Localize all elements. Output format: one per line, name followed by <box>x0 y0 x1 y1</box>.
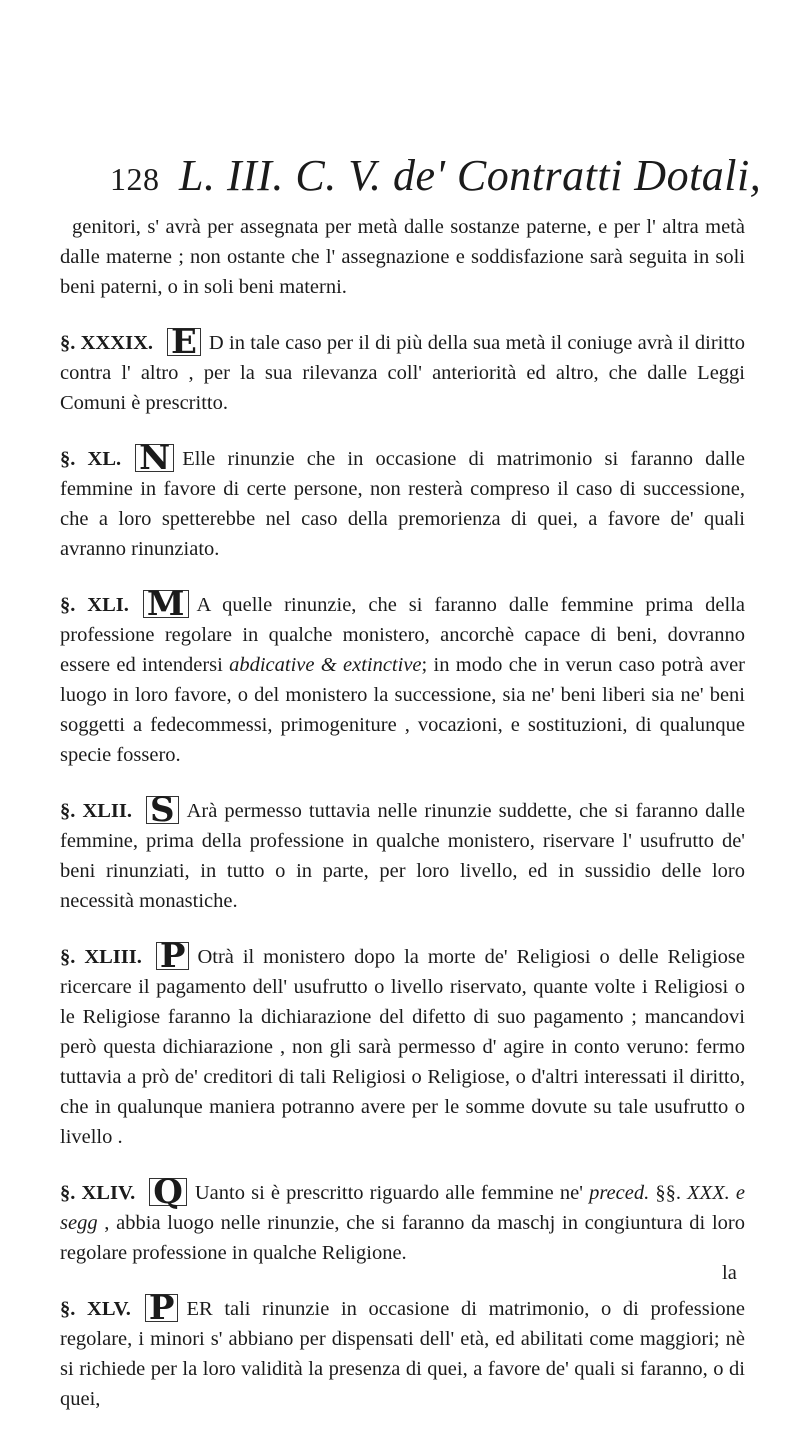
paragraph-italic-text: abdicative & extinctive <box>229 654 422 676</box>
paragraph-text: Uanto si è prescritto riguardo alle femmine ne' <box>194 1182 590 1204</box>
paragraph-text: genitori, s' avrà per assegnata per metà dalle sostanze paterne, e per l' altra metà dalle materne ; non ostante che l' assegnazione e soddisfazione sarà seguita in soli beni paterni, o in soli beni materni. <box>60 216 745 298</box>
section-41 <box>60 584 745 770</box>
running-title: L. III. C. V. de' Contratti Dotali, <box>179 151 762 200</box>
paragraph-text: , abbia luogo nelle rinunzie, che si faranno da maschj in congiuntura di loro regolare professione in qualche Religione. <box>60 1212 745 1264</box>
paragraph-text: Elle rinunzie che in occasione di matrimonio si faranno dalle femmine in favore di certe persone, non resterà compreso il caso di successione, che a loro spetterebbe nel caso della premorienza di quei, a favore de' quali avranno rinunziato. <box>60 448 745 560</box>
paragraph-text: ; in modo che in verun caso potrà aver luogo in loro favore, o del monistero la successione, sia ne' beni liberi sia ne' beni soggetti a fedecommessi, primogeniture , vocazioni, e sostituzioni, di qualunque specie fossero. <box>60 654 745 766</box>
section-number: §. XL. <box>60 448 122 470</box>
section-number: §. XXXIX. <box>60 332 153 354</box>
section-number: §. XLII. <box>60 800 133 822</box>
drop-cap: P <box>145 1294 179 1322</box>
drop-cap: S <box>146 796 179 824</box>
section-43 <box>60 936 745 1152</box>
section-number: §. XLI. <box>60 594 129 616</box>
section-42 <box>60 790 745 916</box>
paragraph-text: A quelle rinunzie, che si faranno dalle femmine prima della professione regolare in qualche monistero, ancorchè capace di beni, dovranno essere ed intendersi <box>60 594 745 676</box>
page-number: 128 <box>110 161 160 197</box>
paragraph-italic-text: XXX. e segg <box>60 1182 746 1234</box>
paragraph-text: D in tale caso per il di più della sua metà il coniuge avrà il diritto contra l' altro , per la sua rilevanza coll' anteriorità ed altro, che dalle Leggi Comuni è prescritto. <box>60 332 745 414</box>
paragraph-continuation <box>60 212 745 302</box>
text-body <box>60 212 745 1440</box>
section-40 <box>60 438 745 564</box>
section-39 <box>60 322 745 418</box>
paragraph-text: ER tali rinunzie in occasione di matrimonio, o di professione regolare, i minori s' abbiano per dispensati dell' età, ed abilitati come maggiori; nè si richiede per la loro validità la presenza di quei, a favore de' quali si faranno, o di quei, <box>60 1298 745 1410</box>
paragraph-text: Arà permesso tuttavia nelle rinunzie suddette, che si faranno dalle femmine, prima della professione in qualche monistero, riservare l' usufrutto de' beni rinunziati, in tutto o in parte, per loro livello, ed in sussidio delle loro necessità monastiche. <box>60 800 745 912</box>
paragraph-text: §§. <box>649 1182 688 1204</box>
section-44 <box>60 1172 746 1268</box>
section-45 <box>60 1288 745 1414</box>
paragraph-italic-text: preced. <box>589 1182 650 1204</box>
drop-cap: Q <box>149 1178 187 1206</box>
running-head <box>110 150 762 205</box>
catchword: la <box>722 1262 737 1284</box>
drop-cap: P <box>156 942 190 970</box>
drop-cap: N <box>135 444 174 472</box>
section-number: §. XLIV. <box>60 1182 136 1204</box>
drop-cap: E <box>167 328 201 356</box>
section-number: §. XLIII. <box>60 946 142 968</box>
section-number: §. XLV. <box>60 1298 131 1320</box>
paragraph-text: Otrà il monistero dopo la morte de' Religiosi o delle Religiose ricercare il pagamento dell' usufrutto o livello riservato, quante volte i Religiosi o le Religiose faranno la dichiarazione del difetto di suo pagamento ; mancandovi però questa dichiarazione , non gli sarà permesso d' agire in conto veruno: fermo tuttavia a prò de' creditori di tali Religiosi o Religiose, o d'altri interessati il diritto, che in qualunque maniera potranno avere per le somme dovute su tale usufrutto o livello . <box>60 946 745 1148</box>
drop-cap: M <box>143 590 189 618</box>
